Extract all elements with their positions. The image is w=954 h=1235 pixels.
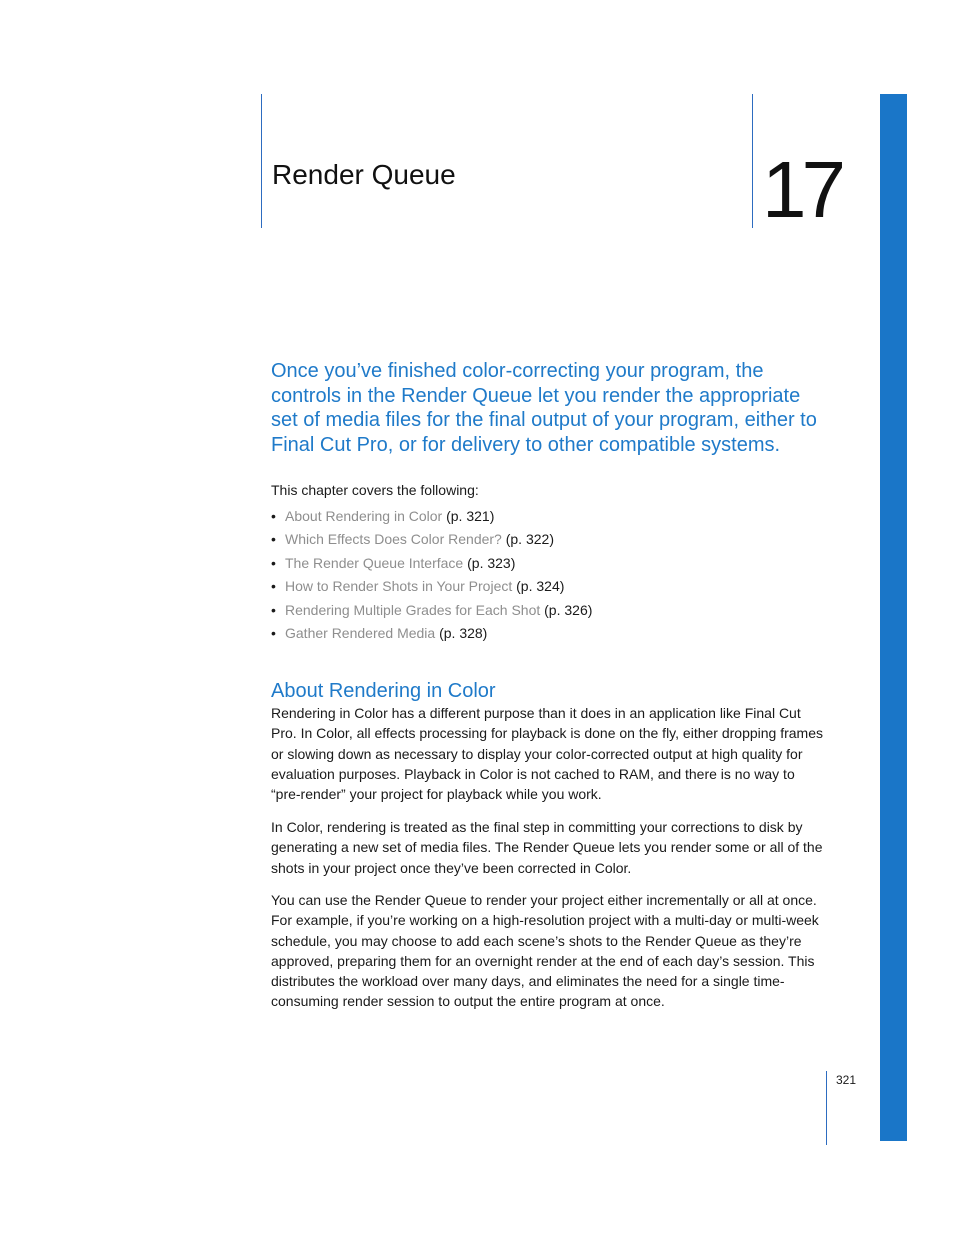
toc-link-multiple-grades[interactable]: Rendering Multiple Grades for Each Shot — [285, 601, 541, 618]
chapter-contents-list — [271, 506, 592, 646]
bullet: • — [271, 531, 276, 548]
toc-item — [271, 623, 592, 646]
toc-link-which-effects[interactable]: Which Effects Does Color Render? — [285, 531, 502, 548]
toc-link-gather-rendered-media[interactable]: Gather Rendered Media — [285, 624, 436, 641]
toc-link-about-rendering[interactable]: About Rendering in Color — [285, 508, 443, 524]
chapter-number: 17 — [762, 145, 841, 234]
section-heading: About Rendering in Color — [271, 680, 496, 702]
toc-link-how-to-render[interactable]: How to Render Shots in Your Project — [285, 578, 513, 595]
toc-page-ref: (p. 326) — [540, 601, 593, 618]
bullet: • — [271, 554, 276, 571]
covers-label: This chapter covers the following: — [271, 482, 479, 498]
toc-page-ref: (p. 324) — [512, 578, 565, 595]
chapter-side-tab — [880, 94, 907, 1141]
body-paragraph: In Color, rendering is treated as the final step in committing your corrections to disk by generating a new set of media files. The Render Queue lets you render some or all of the shots in your project once they’ve been corrected in Color. — [271, 819, 823, 876]
chapter-intro: Once you’ve finished color-correcting your program, the controls in the Render Queue let you render the appropriate set of media files for the final output of your program, either to Final Cut Pro, or for delivery to other compatible systems. — [271, 360, 817, 456]
toc-page-ref: (p. 328) — [435, 624, 488, 641]
chapter-title: Render Queue — [272, 159, 456, 190]
toc-page-ref: (p. 323) — [463, 554, 516, 571]
chapter-number-rule — [752, 94, 753, 228]
toc-page-ref: (p. 322) — [501, 531, 554, 548]
toc-item — [271, 600, 592, 623]
toc-item — [271, 529, 592, 552]
bullet: • — [271, 578, 276, 595]
bullet: • — [271, 624, 276, 641]
footer-rule — [826, 1071, 827, 1145]
bullet: • — [271, 601, 276, 618]
body-paragraph: You can use the Render Queue to render your project either incrementally or all at once. For example, if you’re working on a high-resolution project with a multi-day or multi-week schedule, you may choose to add each scene’s shots to the Render Queue as they’re approved, preparing them for an overnight render at the end of each day’s session. This distributes the workload over many days, and eliminates the need for a single time-consuming render session to output the entire program at once. — [271, 892, 819, 1010]
body-paragraph: Rendering in Color has a different purpose than it does in an application like Final Cut Pro. In Color, all effects processing for playback is done on the fly, either dropping frames or slowing down as necessary to display your color-corrected output at high quality for evaluation purposes. Playback in Color is not cached to RAM, and there is no way to “pre-render” your project for playback while you work. — [271, 705, 823, 803]
toc-page-ref: (p. 321) — [442, 508, 495, 524]
page-number: 321 — [836, 1073, 857, 1087]
bullet: • — [271, 508, 276, 524]
toc-item — [271, 506, 592, 529]
toc-item — [271, 553, 592, 576]
toc-item — [271, 576, 592, 599]
chapter-title-rule — [261, 94, 262, 228]
toc-link-render-queue-interface[interactable]: The Render Queue Interface — [285, 554, 464, 571]
